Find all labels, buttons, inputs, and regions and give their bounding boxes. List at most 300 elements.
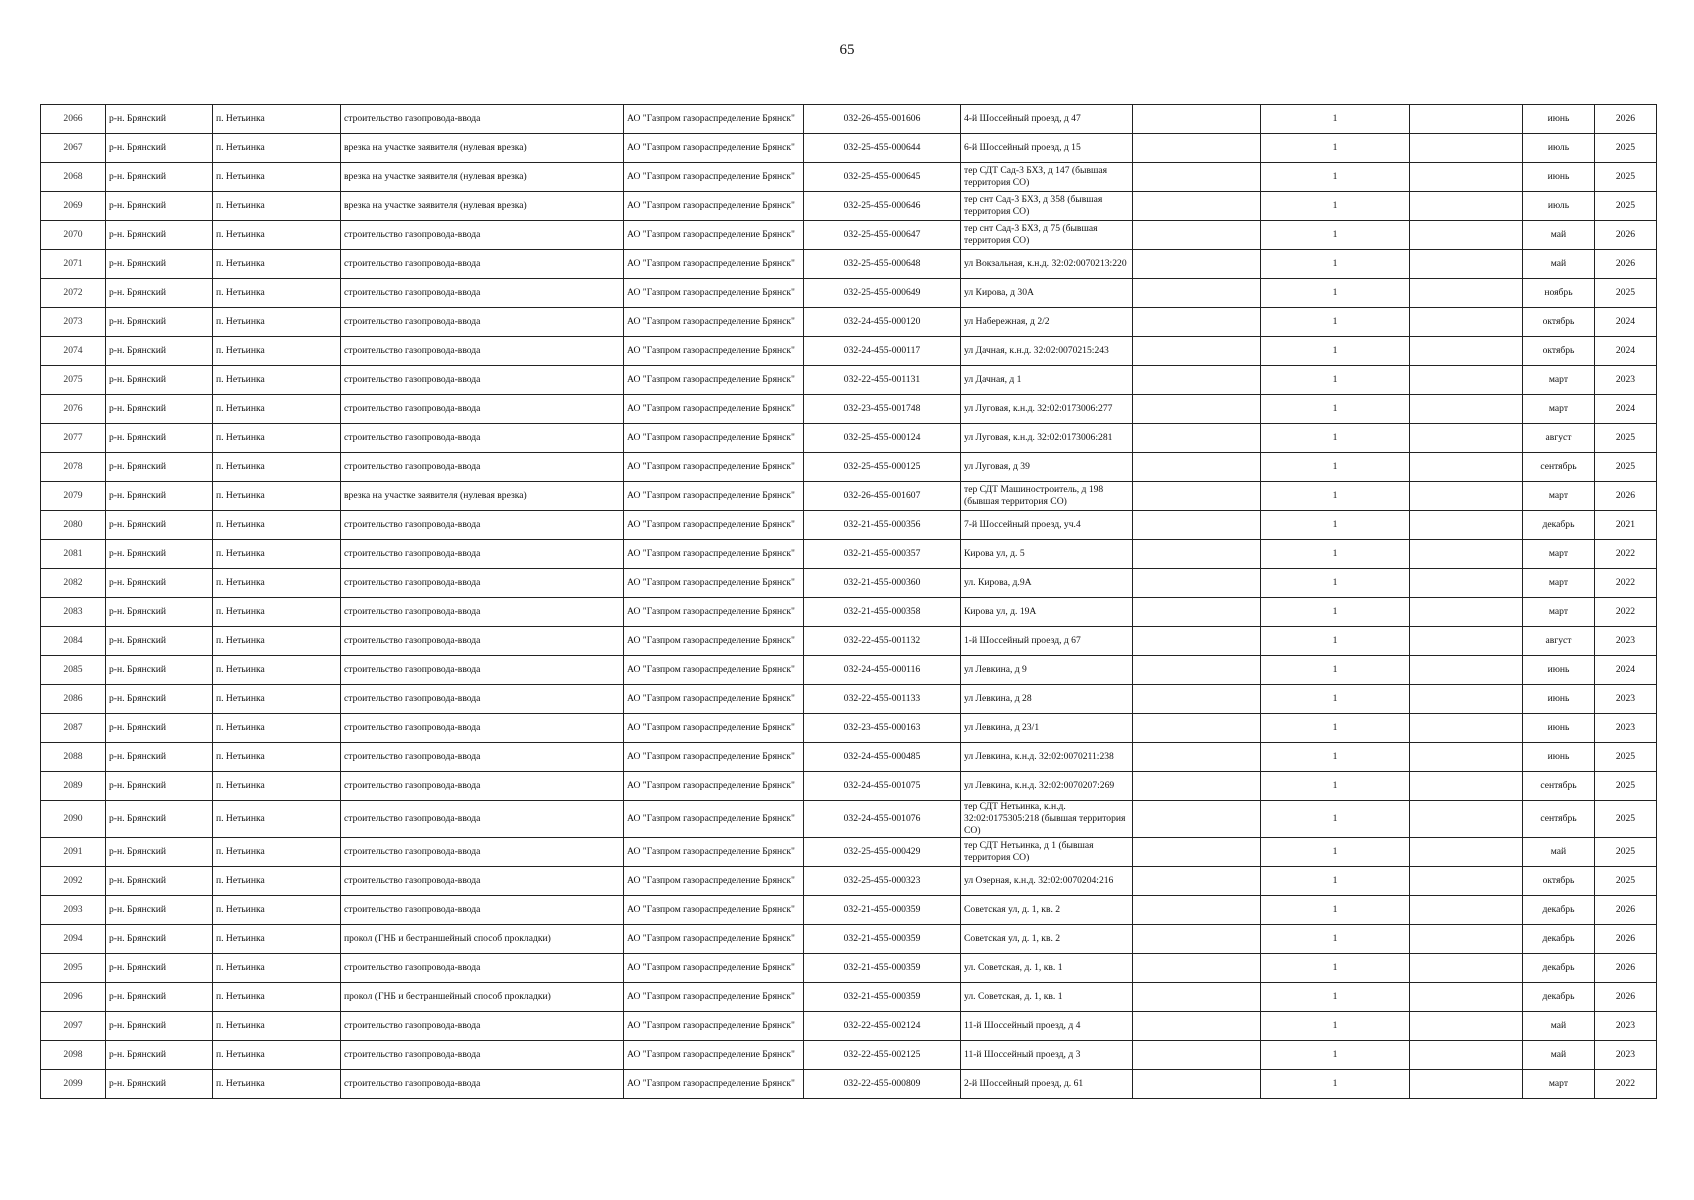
settlement-cell: п. Нетьинка xyxy=(213,656,341,685)
month-cell: июнь xyxy=(1523,714,1595,743)
contract-code-cell: 032-22-455-001132 xyxy=(804,627,961,656)
organization-cell: АО "Газпром газораспределение Брянск" xyxy=(624,1070,804,1099)
count-cell: 1 xyxy=(1261,453,1410,482)
year-cell: 2025 xyxy=(1595,453,1657,482)
year-cell: 2026 xyxy=(1595,221,1657,250)
empty-cell xyxy=(1410,743,1523,772)
settlement-cell: п. Нетьинка xyxy=(213,896,341,925)
settlement-cell: п. Нетьинка xyxy=(213,134,341,163)
month-cell: сентябрь xyxy=(1523,453,1595,482)
district-cell: р-н. Брянский xyxy=(106,598,213,627)
settlement-cell: п. Нетьинка xyxy=(213,801,341,838)
contract-code-cell: 032-21-455-000356 xyxy=(804,511,961,540)
month-cell: март xyxy=(1523,366,1595,395)
empty-cell xyxy=(1410,1070,1523,1099)
row-number-cell: 2068 xyxy=(41,163,106,192)
month-cell: июнь xyxy=(1523,743,1595,772)
address-cell: тер СДТ Сад-3 БХЗ, д 147 (бывшая территория СО) xyxy=(961,163,1133,192)
empty-cell xyxy=(1410,801,1523,838)
district-cell: р-н. Брянский xyxy=(106,279,213,308)
year-cell: 2025 xyxy=(1595,192,1657,221)
empty-cell xyxy=(1133,954,1261,983)
contract-code-cell: 032-22-455-000809 xyxy=(804,1070,961,1099)
contract-code-cell: 032-21-455-000360 xyxy=(804,569,961,598)
address-cell: Кирова ул, д. 5 xyxy=(961,540,1133,569)
district-cell: р-н. Брянский xyxy=(106,453,213,482)
year-cell: 2023 xyxy=(1595,627,1657,656)
count-cell: 1 xyxy=(1261,1012,1410,1041)
contract-code-cell: 032-24-455-000117 xyxy=(804,337,961,366)
count-cell: 1 xyxy=(1261,896,1410,925)
work-type-cell: строительство газопровода-ввода xyxy=(341,337,624,366)
settlement-cell: п. Нетьинка xyxy=(213,598,341,627)
settlement-cell: п. Нетьинка xyxy=(213,569,341,598)
district-cell: р-н. Брянский xyxy=(106,540,213,569)
count-cell: 1 xyxy=(1261,279,1410,308)
work-type-cell: врезка на участке заявителя (нулевая врезка) xyxy=(341,134,624,163)
empty-cell xyxy=(1410,896,1523,925)
work-type-cell: врезка на участке заявителя (нулевая врезка) xyxy=(341,482,624,511)
empty-cell xyxy=(1133,925,1261,954)
year-cell: 2024 xyxy=(1595,656,1657,685)
work-type-cell: строительство газопровода-ввода xyxy=(341,511,624,540)
empty-cell xyxy=(1410,395,1523,424)
district-cell: р-н. Брянский xyxy=(106,569,213,598)
empty-cell xyxy=(1410,772,1523,801)
organization-cell: АО "Газпром газораспределение Брянск" xyxy=(624,714,804,743)
district-cell: р-н. Брянский xyxy=(106,424,213,453)
empty-cell xyxy=(1133,337,1261,366)
address-cell: ул Озерная, к.н.д. 32:02:0070204:216 xyxy=(961,867,1133,896)
work-type-cell: строительство газопровода-ввода xyxy=(341,1012,624,1041)
settlement-cell: п. Нетьинка xyxy=(213,453,341,482)
district-cell: р-н. Брянский xyxy=(106,954,213,983)
table-row xyxy=(41,867,1657,896)
row-number-cell: 2076 xyxy=(41,395,106,424)
settlement-cell: п. Нетьинка xyxy=(213,1012,341,1041)
row-number-cell: 2066 xyxy=(41,105,106,134)
empty-cell xyxy=(1410,627,1523,656)
count-cell: 1 xyxy=(1261,569,1410,598)
row-number-cell: 2070 xyxy=(41,221,106,250)
organization-cell: АО "Газпром газораспределение Брянск" xyxy=(624,1012,804,1041)
empty-cell xyxy=(1133,250,1261,279)
count-cell: 1 xyxy=(1261,656,1410,685)
count-cell: 1 xyxy=(1261,395,1410,424)
month-cell: июль xyxy=(1523,134,1595,163)
organization-cell: АО "Газпром газораспределение Брянск" xyxy=(624,1041,804,1070)
year-cell: 2025 xyxy=(1595,772,1657,801)
work-type-cell: строительство газопровода-ввода xyxy=(341,366,624,395)
table-row xyxy=(41,983,1657,1012)
year-cell: 2026 xyxy=(1595,954,1657,983)
month-cell: июль xyxy=(1523,192,1595,221)
table-row xyxy=(41,134,1657,163)
organization-cell: АО "Газпром газораспределение Брянск" xyxy=(624,896,804,925)
empty-cell xyxy=(1410,511,1523,540)
table-row xyxy=(41,1041,1657,1070)
year-cell: 2025 xyxy=(1595,867,1657,896)
row-number-cell: 2099 xyxy=(41,1070,106,1099)
district-cell: р-н. Брянский xyxy=(106,925,213,954)
address-cell: ул. Советская, д. 1, кв. 1 xyxy=(961,983,1133,1012)
month-cell: март xyxy=(1523,598,1595,627)
year-cell: 2023 xyxy=(1595,1012,1657,1041)
work-type-cell: строительство газопровода-ввода xyxy=(341,598,624,627)
contract-code-cell: 032-23-455-000163 xyxy=(804,714,961,743)
contract-code-cell: 032-21-455-000359 xyxy=(804,954,961,983)
work-type-cell: строительство газопровода-ввода xyxy=(341,954,624,983)
empty-cell xyxy=(1133,511,1261,540)
address-cell: Кирова ул, д. 19А xyxy=(961,598,1133,627)
table-row xyxy=(41,801,1657,838)
contract-code-cell: 032-25-455-000645 xyxy=(804,163,961,192)
settlement-cell: п. Нетьинка xyxy=(213,366,341,395)
empty-cell xyxy=(1410,134,1523,163)
empty-cell xyxy=(1410,424,1523,453)
organization-cell: АО "Газпром газораспределение Брянск" xyxy=(624,983,804,1012)
district-cell: р-н. Брянский xyxy=(106,838,213,867)
table-row xyxy=(41,337,1657,366)
work-type-cell: строительство газопровода-ввода xyxy=(341,801,624,838)
empty-cell xyxy=(1410,598,1523,627)
address-cell: ул Луговая, к.н.д. 32:02:0173006:277 xyxy=(961,395,1133,424)
organization-cell: АО "Газпром газораспределение Брянск" xyxy=(624,279,804,308)
organization-cell: АО "Газпром газораспределение Брянск" xyxy=(624,221,804,250)
contract-code-cell: 032-21-455-000359 xyxy=(804,925,961,954)
address-cell: тер СДТ Нетьинка, д 1 (бывшая территория СО) xyxy=(961,838,1133,867)
empty-cell xyxy=(1133,772,1261,801)
district-cell: р-н. Брянский xyxy=(106,163,213,192)
table-row xyxy=(41,279,1657,308)
empty-cell xyxy=(1133,366,1261,395)
count-cell: 1 xyxy=(1261,1070,1410,1099)
year-cell: 2026 xyxy=(1595,482,1657,511)
year-cell: 2025 xyxy=(1595,279,1657,308)
table-row xyxy=(41,685,1657,714)
count-cell: 1 xyxy=(1261,867,1410,896)
empty-cell xyxy=(1133,1070,1261,1099)
empty-cell xyxy=(1410,983,1523,1012)
count-cell: 1 xyxy=(1261,598,1410,627)
year-cell: 2023 xyxy=(1595,685,1657,714)
organization-cell: АО "Газпром газораспределение Брянск" xyxy=(624,772,804,801)
contract-code-cell: 032-22-455-001131 xyxy=(804,366,961,395)
organization-cell: АО "Газпром газораспределение Брянск" xyxy=(624,685,804,714)
month-cell: ноябрь xyxy=(1523,279,1595,308)
empty-cell xyxy=(1133,598,1261,627)
empty-cell xyxy=(1133,867,1261,896)
organization-cell: АО "Газпром газораспределение Брянск" xyxy=(624,925,804,954)
work-type-cell: строительство газопровода-ввода xyxy=(341,838,624,867)
work-type-cell: строительство газопровода-ввода xyxy=(341,540,624,569)
settlement-cell: п. Нетьинка xyxy=(213,867,341,896)
empty-cell xyxy=(1133,308,1261,337)
month-cell: май xyxy=(1523,1041,1595,1070)
month-cell: июнь xyxy=(1523,105,1595,134)
district-cell: р-н. Брянский xyxy=(106,772,213,801)
contract-code-cell: 032-24-455-000120 xyxy=(804,308,961,337)
count-cell: 1 xyxy=(1261,627,1410,656)
work-type-cell: строительство газопровода-ввода xyxy=(341,627,624,656)
table-row xyxy=(41,424,1657,453)
table-row xyxy=(41,540,1657,569)
count-cell: 1 xyxy=(1261,221,1410,250)
district-cell: р-н. Брянский xyxy=(106,395,213,424)
work-type-cell: строительство газопровода-ввода xyxy=(341,308,624,337)
work-type-cell: строительство газопровода-ввода xyxy=(341,395,624,424)
month-cell: май xyxy=(1523,221,1595,250)
year-cell: 2026 xyxy=(1595,896,1657,925)
row-number-cell: 2096 xyxy=(41,983,106,1012)
month-cell: март xyxy=(1523,482,1595,511)
settlement-cell: п. Нетьинка xyxy=(213,424,341,453)
organization-cell: АО "Газпром газораспределение Брянск" xyxy=(624,395,804,424)
address-cell: тер снт Сад-3 БХЗ, д 75 (бывшая территория СО) xyxy=(961,221,1133,250)
organization-cell: АО "Газпром газораспределение Брянск" xyxy=(624,598,804,627)
month-cell: декабрь xyxy=(1523,983,1595,1012)
contract-code-cell: 032-26-455-001607 xyxy=(804,482,961,511)
empty-cell xyxy=(1410,366,1523,395)
contract-code-cell: 032-24-455-000485 xyxy=(804,743,961,772)
empty-cell xyxy=(1410,1012,1523,1041)
contract-code-cell: 032-24-455-001075 xyxy=(804,772,961,801)
row-number-cell: 2078 xyxy=(41,453,106,482)
count-cell: 1 xyxy=(1261,714,1410,743)
district-cell: р-н. Брянский xyxy=(106,511,213,540)
empty-cell xyxy=(1410,279,1523,308)
empty-cell xyxy=(1133,801,1261,838)
contract-code-cell: 032-25-455-000649 xyxy=(804,279,961,308)
count-cell: 1 xyxy=(1261,105,1410,134)
work-type-cell: строительство газопровода-ввода xyxy=(341,250,624,279)
district-cell: р-н. Брянский xyxy=(106,192,213,221)
organization-cell: АО "Газпром газораспределение Брянск" xyxy=(624,250,804,279)
settlement-cell: п. Нетьинка xyxy=(213,1041,341,1070)
address-cell: ул Левкина, д 9 xyxy=(961,656,1133,685)
table-row xyxy=(41,105,1657,134)
address-cell: 4-й Шоссейный проезд, д 47 xyxy=(961,105,1133,134)
year-cell: 2026 xyxy=(1595,250,1657,279)
organization-cell: АО "Газпром газораспределение Брянск" xyxy=(624,743,804,772)
count-cell: 1 xyxy=(1261,540,1410,569)
row-number-cell: 2089 xyxy=(41,772,106,801)
work-type-cell: строительство газопровода-ввода xyxy=(341,279,624,308)
settlement-cell: п. Нетьинка xyxy=(213,925,341,954)
district-cell: р-н. Брянский xyxy=(106,366,213,395)
settlement-cell: п. Нетьинка xyxy=(213,954,341,983)
empty-cell xyxy=(1410,453,1523,482)
address-cell: ул Луговая, к.н.д. 32:02:0173006:281 xyxy=(961,424,1133,453)
count-cell: 1 xyxy=(1261,366,1410,395)
table-row xyxy=(41,954,1657,983)
table-row xyxy=(41,453,1657,482)
count-cell: 1 xyxy=(1261,1041,1410,1070)
address-cell: 1-й Шоссейный проезд, д 67 xyxy=(961,627,1133,656)
count-cell: 1 xyxy=(1261,772,1410,801)
month-cell: март xyxy=(1523,1070,1595,1099)
contract-code-cell: 032-22-455-002124 xyxy=(804,1012,961,1041)
count-cell: 1 xyxy=(1261,925,1410,954)
table-row xyxy=(41,511,1657,540)
empty-cell xyxy=(1410,482,1523,511)
contract-code-cell: 032-21-455-000357 xyxy=(804,540,961,569)
row-number-cell: 2086 xyxy=(41,685,106,714)
contract-code-cell: 032-21-455-000359 xyxy=(804,896,961,925)
month-cell: май xyxy=(1523,1012,1595,1041)
address-cell: ул. Советская, д. 1, кв. 1 xyxy=(961,954,1133,983)
count-cell: 1 xyxy=(1261,511,1410,540)
empty-cell xyxy=(1133,163,1261,192)
settlement-cell: п. Нетьинка xyxy=(213,250,341,279)
address-cell: тер снт Сад-3 БХЗ, д 358 (бывшая территория СО) xyxy=(961,192,1133,221)
empty-cell xyxy=(1133,395,1261,424)
year-cell: 2023 xyxy=(1595,714,1657,743)
work-type-cell: строительство газопровода-ввода xyxy=(341,424,624,453)
settlement-cell: п. Нетьинка xyxy=(213,308,341,337)
year-cell: 2025 xyxy=(1595,801,1657,838)
month-cell: декабрь xyxy=(1523,925,1595,954)
month-cell: декабрь xyxy=(1523,954,1595,983)
settlement-cell: п. Нетьинка xyxy=(213,482,341,511)
month-cell: март xyxy=(1523,540,1595,569)
contract-code-cell: 032-21-455-000359 xyxy=(804,983,961,1012)
year-cell: 2022 xyxy=(1595,540,1657,569)
address-cell: ул Левкина, к.н.д. 32:02:0070207:269 xyxy=(961,772,1133,801)
table-row xyxy=(41,163,1657,192)
table-row xyxy=(41,366,1657,395)
address-cell: ул. Кирова, д.9А xyxy=(961,569,1133,598)
address-cell: 11-й Шоссейный проезд, д 3 xyxy=(961,1041,1133,1070)
organization-cell: АО "Газпром газораспределение Брянск" xyxy=(624,424,804,453)
organization-cell: АО "Газпром газораспределение Брянск" xyxy=(624,569,804,598)
district-cell: р-н. Брянский xyxy=(106,134,213,163)
year-cell: 2022 xyxy=(1595,598,1657,627)
settlement-cell: п. Нетьинка xyxy=(213,540,341,569)
empty-cell xyxy=(1133,221,1261,250)
empty-cell xyxy=(1133,983,1261,1012)
connections-table xyxy=(40,104,1657,1099)
address-cell: ул Левкина, д 23/1 xyxy=(961,714,1133,743)
work-type-cell: строительство газопровода-ввода xyxy=(341,453,624,482)
year-cell: 2026 xyxy=(1595,983,1657,1012)
organization-cell: АО "Газпром газораспределение Брянск" xyxy=(624,656,804,685)
organization-cell: АО "Газпром газораспределение Брянск" xyxy=(624,867,804,896)
address-cell: ул Набережная, д 2/2 xyxy=(961,308,1133,337)
work-type-cell: строительство газопровода-ввода xyxy=(341,685,624,714)
empty-cell xyxy=(1133,1012,1261,1041)
empty-cell xyxy=(1410,656,1523,685)
empty-cell xyxy=(1410,540,1523,569)
empty-cell xyxy=(1133,569,1261,598)
address-cell: ул Левкина, к.н.д. 32:02:0070211:238 xyxy=(961,743,1133,772)
month-cell: июнь xyxy=(1523,656,1595,685)
district-cell: р-н. Брянский xyxy=(106,250,213,279)
district-cell: р-н. Брянский xyxy=(106,1041,213,1070)
year-cell: 2025 xyxy=(1595,743,1657,772)
empty-cell xyxy=(1133,656,1261,685)
organization-cell: АО "Газпром газораспределение Брянск" xyxy=(624,954,804,983)
empty-cell xyxy=(1133,105,1261,134)
organization-cell: АО "Газпром газораспределение Брянск" xyxy=(624,308,804,337)
table-row xyxy=(41,772,1657,801)
organization-cell: АО "Газпром газораспределение Брянск" xyxy=(624,192,804,221)
count-cell: 1 xyxy=(1261,424,1410,453)
district-cell: р-н. Брянский xyxy=(106,221,213,250)
work-type-cell: строительство газопровода-ввода xyxy=(341,867,624,896)
address-cell: тер СДТ Нетьинка, к.н.д. 32:02:0175305:218 (бывшая территория СО) xyxy=(961,801,1133,838)
month-cell: декабрь xyxy=(1523,896,1595,925)
count-cell: 1 xyxy=(1261,743,1410,772)
empty-cell xyxy=(1410,954,1523,983)
district-cell: р-н. Брянский xyxy=(106,337,213,366)
count-cell: 1 xyxy=(1261,308,1410,337)
settlement-cell: п. Нетьинка xyxy=(213,395,341,424)
year-cell: 2022 xyxy=(1595,1070,1657,1099)
district-cell: р-н. Брянский xyxy=(106,743,213,772)
month-cell: сентябрь xyxy=(1523,801,1595,838)
year-cell: 2025 xyxy=(1595,838,1657,867)
row-number-cell: 2091 xyxy=(41,838,106,867)
count-cell: 1 xyxy=(1261,983,1410,1012)
empty-cell xyxy=(1410,569,1523,598)
organization-cell: АО "Газпром газораспределение Брянск" xyxy=(624,453,804,482)
district-cell: р-н. Брянский xyxy=(106,627,213,656)
contract-code-cell: 032-25-455-000429 xyxy=(804,838,961,867)
year-cell: 2023 xyxy=(1595,1041,1657,1070)
empty-cell xyxy=(1133,424,1261,453)
organization-cell: АО "Газпром газораспределение Брянск" xyxy=(624,627,804,656)
organization-cell: АО "Газпром газораспределение Брянск" xyxy=(624,163,804,192)
table-row xyxy=(41,656,1657,685)
month-cell: май xyxy=(1523,838,1595,867)
organization-cell: АО "Газпром газораспределение Брянск" xyxy=(624,511,804,540)
table-row xyxy=(41,743,1657,772)
empty-cell xyxy=(1133,279,1261,308)
empty-cell xyxy=(1410,163,1523,192)
work-type-cell: строительство газопровода-ввода xyxy=(341,569,624,598)
count-cell: 1 xyxy=(1261,163,1410,192)
work-type-cell: прокол (ГНБ и бестраншейный способ прокладки) xyxy=(341,983,624,1012)
empty-cell xyxy=(1133,627,1261,656)
table-row xyxy=(41,569,1657,598)
empty-cell xyxy=(1410,838,1523,867)
empty-cell xyxy=(1410,925,1523,954)
row-number-cell: 2073 xyxy=(41,308,106,337)
work-type-cell: строительство газопровода-ввода xyxy=(341,743,624,772)
table-row xyxy=(41,308,1657,337)
row-number-cell: 2094 xyxy=(41,925,106,954)
contract-code-cell: 032-25-455-000644 xyxy=(804,134,961,163)
empty-cell xyxy=(1133,685,1261,714)
address-cell: ул Левкина, д 28 xyxy=(961,685,1133,714)
count-cell: 1 xyxy=(1261,954,1410,983)
settlement-cell: п. Нетьинка xyxy=(213,743,341,772)
district-cell: р-н. Брянский xyxy=(106,308,213,337)
settlement-cell: п. Нетьинка xyxy=(213,337,341,366)
row-number-cell: 2093 xyxy=(41,896,106,925)
work-type-cell: строительство газопровода-ввода xyxy=(341,221,624,250)
organization-cell: АО "Газпром газораспределение Брянск" xyxy=(624,801,804,838)
address-cell: ул Дачная, к.н.д. 32:02:0070215:243 xyxy=(961,337,1133,366)
work-type-cell: строительство газопровода-ввода xyxy=(341,105,624,134)
row-number-cell: 2075 xyxy=(41,366,106,395)
district-cell: р-н. Брянский xyxy=(106,685,213,714)
row-number-cell: 2072 xyxy=(41,279,106,308)
work-type-cell: врезка на участке заявителя (нулевая врезка) xyxy=(341,163,624,192)
row-number-cell: 2082 xyxy=(41,569,106,598)
year-cell: 2024 xyxy=(1595,337,1657,366)
